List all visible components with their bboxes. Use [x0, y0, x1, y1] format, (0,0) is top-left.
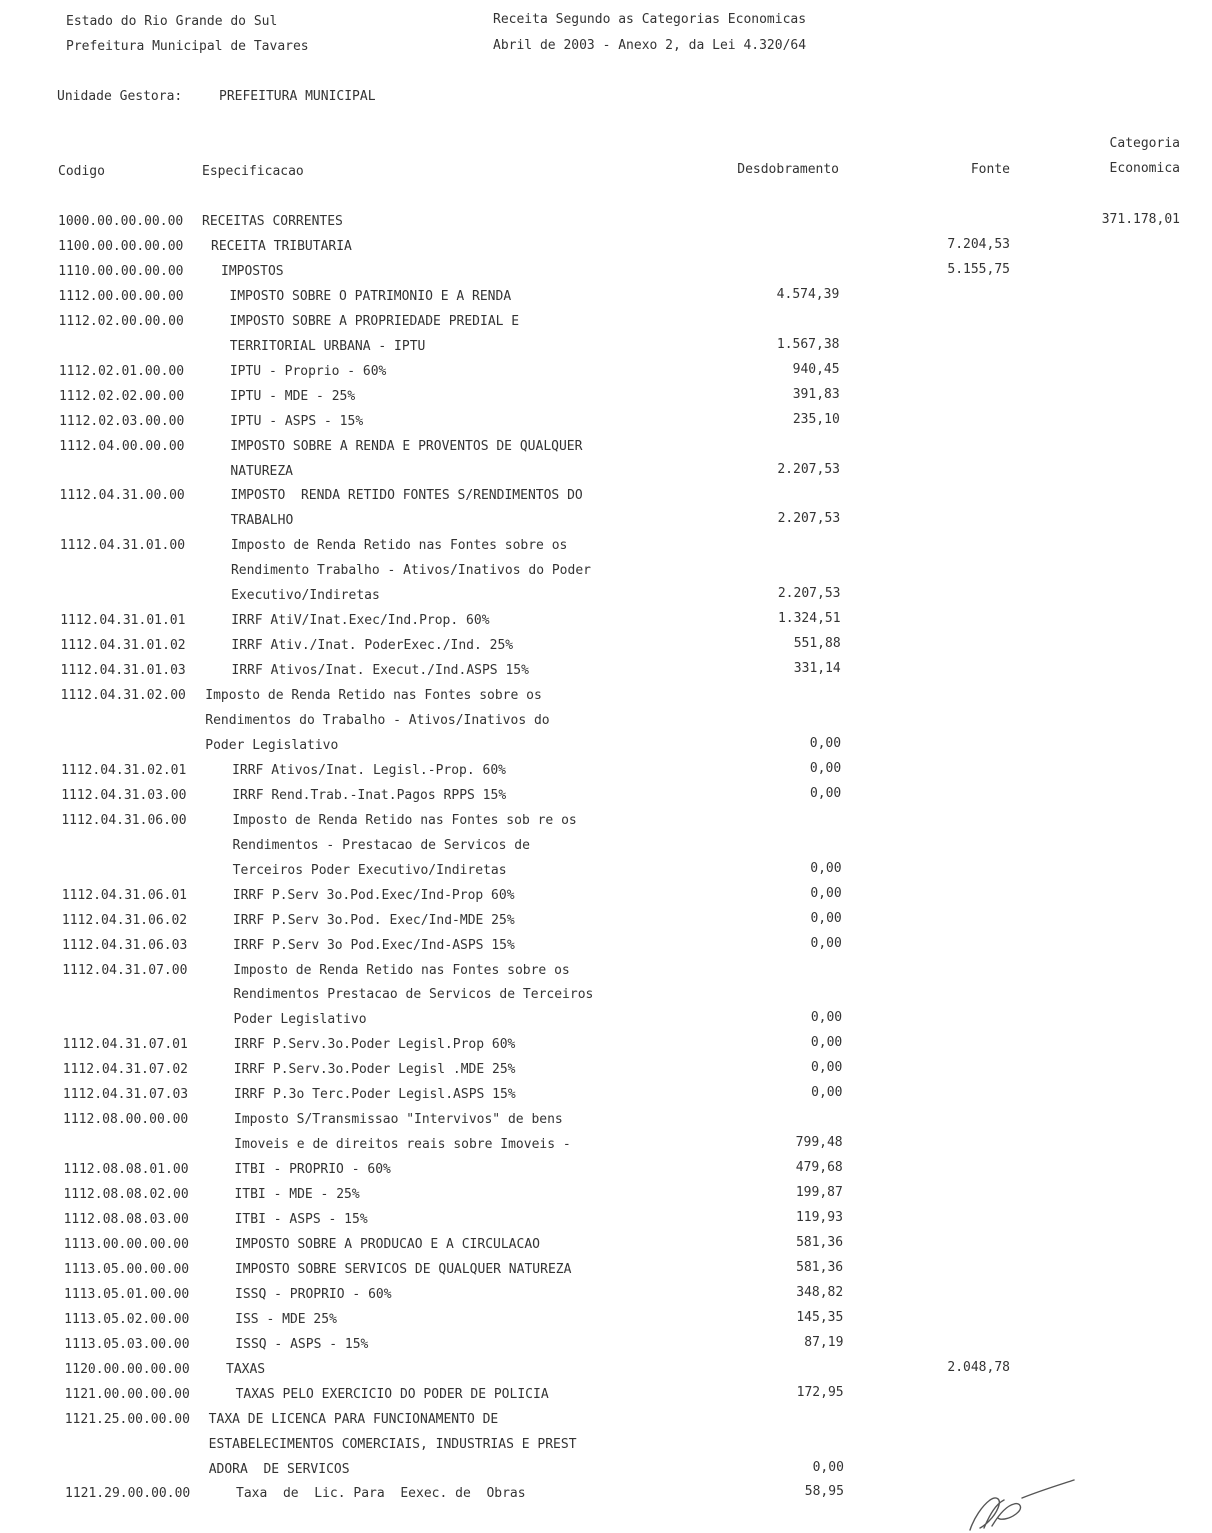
- row-desdobramento: 2.207,53: [777, 461, 840, 477]
- row-desdobramento: 0,00: [810, 910, 842, 926]
- row-code: 1112.04.31.00.00: [59, 488, 185, 504]
- table-row: [0, 1212, 1212, 1237]
- row-desdobramento: 0,00: [809, 785, 842, 801]
- row-specification: ITBI - MDE - 25%: [234, 1187, 360, 1203]
- row-specification: IMPOSTO RENDA RETIDO FONTES S/RENDIMENTOS DO: [230, 488, 583, 504]
- row-desdobramento: 581,36: [796, 1234, 844, 1250]
- row-specification: IPTU - MDE - 25%: [229, 388, 356, 404]
- row-specification: Imposto de Renda Retido nas Fontes sob re os: [232, 812, 577, 828]
- row-specification: IMPOSTO SOBRE A PRODUCAO E A CIRCULACAO: [234, 1236, 540, 1252]
- row-specification: IRRF AtiV/Inat.Exec/Ind.Prop. 60%: [231, 613, 490, 629]
- row-specification: Imposto de Renda Retido nas Fontes sobre os: [233, 962, 570, 978]
- row-specification: TERRITORIAL URBANA - IPTU: [229, 338, 426, 354]
- row-code: 1121.00.00.00.00: [64, 1386, 190, 1402]
- table-row: [0, 713, 1212, 738]
- table-row: [0, 286, 1212, 314]
- row-specification: TAXAS PELO EXERCICIO DO PODER DE POLICIA: [235, 1386, 549, 1402]
- table-row: [0, 1359, 1212, 1387]
- row-code: 1112.04.31.06.02: [61, 912, 188, 928]
- table-row: [0, 638, 1212, 663]
- row-code: 1112.04.31.07.01: [62, 1037, 188, 1053]
- row-desdobramento: 0,00: [810, 935, 842, 951]
- row-specification: ITBI - PROPRIO - 60%: [234, 1162, 391, 1178]
- row-code: 1112.02.03.00.00: [59, 413, 185, 429]
- table-row: [0, 1162, 1212, 1187]
- row-specification: Imposto de Renda Retido nas Fontes sobre os: [230, 538, 568, 554]
- column-header-fonte: Fonte: [970, 162, 1010, 177]
- row-specification: IRRF P.Serv.3o.Poder Legisl.Prop 60%: [233, 1037, 516, 1053]
- table-row: [0, 1259, 1212, 1287]
- row-specification: IRRF Ativ./Inat. PoderExec./Ind. 25%: [231, 638, 514, 654]
- row-code: 1112.08.08.03.00: [63, 1212, 189, 1227]
- row-desdobramento: 0,00: [809, 735, 842, 751]
- row-desdobramento: 391,83: [792, 386, 840, 402]
- row-specification: IRRF P.Serv 3o.Pod.Exec/Ind-Prop 60%: [232, 887, 515, 903]
- row-specification: NATUREZA: [230, 463, 294, 479]
- table-row: [0, 1062, 1212, 1087]
- table-row: [0, 386, 1212, 414]
- table-row: [0, 261, 1212, 289]
- table-row: [0, 1012, 1212, 1037]
- table-row: [0, 987, 1212, 1012]
- row-code: 1112.08.08.02.00: [63, 1187, 189, 1203]
- signature-mark: [962, 1478, 1082, 1533]
- row-code: 1112.02.01.00.00: [58, 363, 185, 379]
- row-desdobramento: 58,95: [804, 1484, 844, 1500]
- row-code: 1113.05.00.00.00: [63, 1261, 190, 1277]
- row-specification: Taxa de Lic. Para Eexec. de Obras: [236, 1486, 526, 1502]
- row-code: 1112.04.31.01.01: [60, 613, 186, 629]
- table-row: [0, 760, 1212, 788]
- column-header-desdobramento: Desdobramento: [737, 162, 839, 177]
- table-row: [0, 1112, 1212, 1137]
- row-specification: IRRF Ativos/Inat. Legisl.-Prop. 60%: [232, 762, 507, 778]
- row-specification: IRRF Ativos/Inat. Execut./Ind.ASPS 15%: [231, 663, 529, 679]
- row-specification: ITBI - ASPS - 15%: [234, 1212, 368, 1227]
- row-specification: IRRF P.Serv 3o Pod.Exec/Ind-ASPS 15%: [233, 937, 515, 953]
- table-row: [0, 1334, 1212, 1362]
- table-row: [0, 785, 1212, 813]
- row-code: 1112.02.00.00.00: [58, 313, 184, 329]
- row-specification: RECEITAS CORRENTES: [202, 214, 343, 229]
- row-specification: RECEITA TRIBUTARIA: [211, 238, 352, 254]
- row-code: 1113.05.01.00.00: [64, 1286, 190, 1302]
- row-desdobramento: 0,00: [810, 860, 842, 876]
- row-desdobramento: 0,00: [810, 1035, 843, 1051]
- table-row: [0, 214, 1212, 239]
- table-row: [0, 439, 1212, 464]
- row-code: 1112.04.31.03.00: [61, 787, 187, 803]
- row-desdobramento: 551,88: [793, 636, 841, 652]
- row-specification: Poder Legislativo: [205, 737, 339, 753]
- table-row: [0, 935, 1212, 963]
- row-desdobramento: 235,10: [792, 411, 840, 427]
- row-specification: Rendimentos Prestacao de Servicos de Terceiros: [233, 987, 594, 1003]
- row-specification: Terceiros Poder Executivo/Indiretas: [232, 862, 507, 878]
- table-row: [0, 411, 1212, 439]
- row-code: 1113.00.00.00.00: [63, 1236, 189, 1252]
- row-desdobramento: 0,00: [811, 1060, 843, 1076]
- unit-label: Unidade Gestora:: [57, 89, 183, 104]
- table-row: [0, 1412, 1212, 1437]
- row-desdobramento: 0,00: [809, 760, 842, 776]
- row-desdobramento: 172,95: [796, 1384, 844, 1400]
- table-row: [0, 488, 1212, 513]
- row-code: 1112.08.00.00.00: [63, 1112, 189, 1128]
- row-desdobramento: 331,14: [793, 661, 841, 677]
- table-row: [0, 361, 1212, 389]
- report-title: Receita Segundo as Categorias Economicas: [493, 12, 807, 27]
- table-row: [0, 513, 1212, 538]
- row-desdobramento: 145,35: [796, 1309, 844, 1325]
- table-row: [0, 663, 1212, 688]
- row-desdobramento: 799,48: [795, 1135, 843, 1151]
- row-desdobramento: 2.207,53: [777, 511, 841, 527]
- row-specification: IRRF P.Serv 3o.Pod. Exec/Ind-MDE 25%: [232, 912, 515, 928]
- row-specification: Executivo/Indiretas: [231, 588, 380, 604]
- table-row: [0, 735, 1212, 763]
- row-code: 1110.00.00.00.00: [58, 263, 184, 279]
- unit-value: PREFEITURA MUNICIPAL: [219, 89, 376, 104]
- row-specification: Rendimento Trabalho - Ativos/Inativos do Poder: [230, 563, 591, 579]
- table-row: [0, 1437, 1212, 1462]
- table-row: [0, 236, 1212, 264]
- row-code: 1112.04.31.07.00: [62, 962, 188, 978]
- row-desdobramento: 348,82: [796, 1284, 844, 1300]
- row-code: 1112.04.31.01.02: [60, 638, 186, 654]
- row-specification: ISSQ - PROPRIO - 60%: [235, 1286, 392, 1302]
- row-code: 1112.04.31.07.03: [62, 1087, 189, 1103]
- table-row: [0, 885, 1212, 913]
- row-code: 1112.04.31.01.00: [59, 538, 186, 554]
- table-row: [0, 910, 1212, 938]
- table-row: [0, 314, 1212, 339]
- row-code: 1112.08.08.01.00: [63, 1162, 189, 1178]
- column-header-categoria-line2: Economica: [1109, 161, 1180, 176]
- row-code: 1112.02.02.00.00: [58, 388, 185, 404]
- row-code: 1100.00.00.00.00: [58, 238, 184, 254]
- row-code: 1121.25.00.00.00: [64, 1411, 190, 1427]
- row-code: 1121.29.00.00.00: [65, 1486, 191, 1502]
- row-specification: Imoveis e de direitos reais sobre Imoveis -: [234, 1137, 571, 1153]
- row-desdobramento: 4.574,39: [776, 286, 840, 302]
- row-code: 1112.04.31.02.01: [61, 762, 187, 778]
- row-code: 1000.00.00.00.00: [58, 214, 184, 229]
- table-row: [0, 1187, 1212, 1212]
- row-desdobramento: 581,36: [796, 1259, 844, 1275]
- row-specification: IMPOSTO SOBRE O PATRIMONIO E A RENDA: [229, 288, 512, 304]
- table-row: [0, 1284, 1212, 1312]
- row-desdobramento: 2.207,53: [777, 586, 841, 602]
- row-desdobramento: 1.567,38: [776, 336, 840, 352]
- row-code: 1112.00.00.00.00: [58, 288, 184, 304]
- table-row: [0, 1087, 1212, 1112]
- row-desdobramento: 479,68: [795, 1160, 843, 1176]
- row-fonte: 5.155,75: [947, 261, 1010, 277]
- table-row: [0, 563, 1212, 588]
- row-specification: Imposto S/Transmissao "Intervivos" de bens: [234, 1112, 563, 1128]
- row-fonte: 7.204,53: [947, 236, 1010, 252]
- row-desdobramento: 940,45: [792, 361, 840, 377]
- table-row: [0, 1037, 1212, 1062]
- row-specification: TAXA DE LICENCA PARA FUNCIONAMENTO DE: [208, 1411, 499, 1427]
- table-row: [0, 963, 1212, 988]
- row-specification: ADORA DE SERVICOS: [208, 1461, 350, 1477]
- row-code: 1112.04.31.01.03: [60, 663, 186, 679]
- row-specification: IPTU - ASPS - 15%: [230, 413, 364, 429]
- column-header-especificacao: Especificacao: [202, 164, 304, 179]
- row-specification: Rendimentos do Trabalho - Ativos/Inativos do: [205, 713, 550, 728]
- table-row: [0, 336, 1212, 364]
- table-row: [0, 461, 1212, 489]
- row-code: 1112.04.00.00.00: [59, 438, 185, 454]
- table-row: [0, 860, 1212, 888]
- row-specification: IMPOSTO SOBRE SERVICOS DE QUALQUER NATUREZA: [234, 1261, 572, 1277]
- row-code: 1112.04.31.02.00: [60, 688, 186, 704]
- table-row: [0, 813, 1212, 838]
- table-row: [0, 1384, 1212, 1412]
- table-row: [0, 688, 1212, 713]
- row-categoria: 371.178,01: [1101, 212, 1180, 227]
- row-code: 1112.04.31.06.03: [62, 937, 188, 953]
- row-specification: IRRF P.Serv.3o.Poder Legisl .MDE 25%: [233, 1062, 516, 1078]
- table-row: [0, 838, 1212, 863]
- row-specification: IPTU - Proprio - 60%: [229, 363, 387, 379]
- column-header-codigo: Codigo: [58, 164, 105, 179]
- row-specification: IMPOSTO SOBRE A RENDA E PROVENTOS DE QUALQUER: [230, 438, 583, 454]
- report-period: Abril de 2003 - Anexo 2, da Lei 4.320/64: [493, 38, 807, 53]
- table-row: [0, 588, 1212, 613]
- row-desdobramento: 0,00: [810, 1010, 843, 1026]
- table-row: [0, 1234, 1212, 1262]
- row-desdobramento: 87,19: [804, 1334, 844, 1350]
- row-specification: Poder Legislativo: [233, 1012, 367, 1028]
- row-specification: IRRF Rend.Trab.-Inat.Pagos RPPS 15%: [232, 787, 507, 803]
- row-specification: ISSQ - ASPS - 15%: [235, 1336, 369, 1352]
- row-code: 1113.05.03.00.00: [64, 1336, 190, 1352]
- state-name: Estado do Rio Grande do Sul: [66, 14, 278, 29]
- row-desdobramento: 0,00: [812, 1459, 844, 1475]
- table-row: [0, 538, 1212, 563]
- prefecture-name: Prefeitura Municipal de Tavares: [66, 39, 309, 54]
- table-row: [0, 1309, 1212, 1337]
- row-desdobramento: 119,93: [795, 1210, 843, 1225]
- row-specification: IRRF P.3o Terc.Poder Legisl.ASPS 15%: [233, 1087, 516, 1103]
- table-row: [0, 1137, 1212, 1162]
- row-code: 1112.04.31.06.01: [61, 887, 187, 903]
- row-desdobramento: 1.324,51: [777, 611, 841, 627]
- row-specification: IMPOSTO SOBRE A PROPRIEDADE PREDIAL E: [229, 313, 520, 329]
- row-code: 1113.05.02.00.00: [64, 1311, 190, 1327]
- column-header-categoria-line1: Categoria: [1109, 136, 1180, 151]
- row-specification: IMPOSTOS: [221, 263, 284, 279]
- row-specification: ISS - MDE 25%: [235, 1311, 337, 1327]
- row-specification: ESTABELECIMENTOS COMERCIAIS, INDUSTRIAS E PREST: [208, 1436, 577, 1452]
- row-code: 1120.00.00.00.00: [64, 1361, 190, 1377]
- row-fonte: 2.048,78: [947, 1359, 1010, 1375]
- row-desdobramento: 199,87: [795, 1185, 843, 1201]
- row-specification: Rendimentos - Prestacao de Servicos de: [232, 837, 530, 853]
- row-desdobramento: 0,00: [810, 885, 842, 901]
- row-desdobramento: 0,00: [811, 1085, 843, 1101]
- table-row: [0, 613, 1212, 638]
- row-specification: TAXAS: [226, 1361, 266, 1377]
- row-specification: Imposto de Renda Retido nas Fontes sobre os: [205, 688, 542, 704]
- row-code: 1112.04.31.07.02: [62, 1062, 188, 1078]
- row-code: 1112.04.31.06.00: [61, 812, 187, 828]
- row-specification: TRABALHO: [230, 513, 294, 529]
